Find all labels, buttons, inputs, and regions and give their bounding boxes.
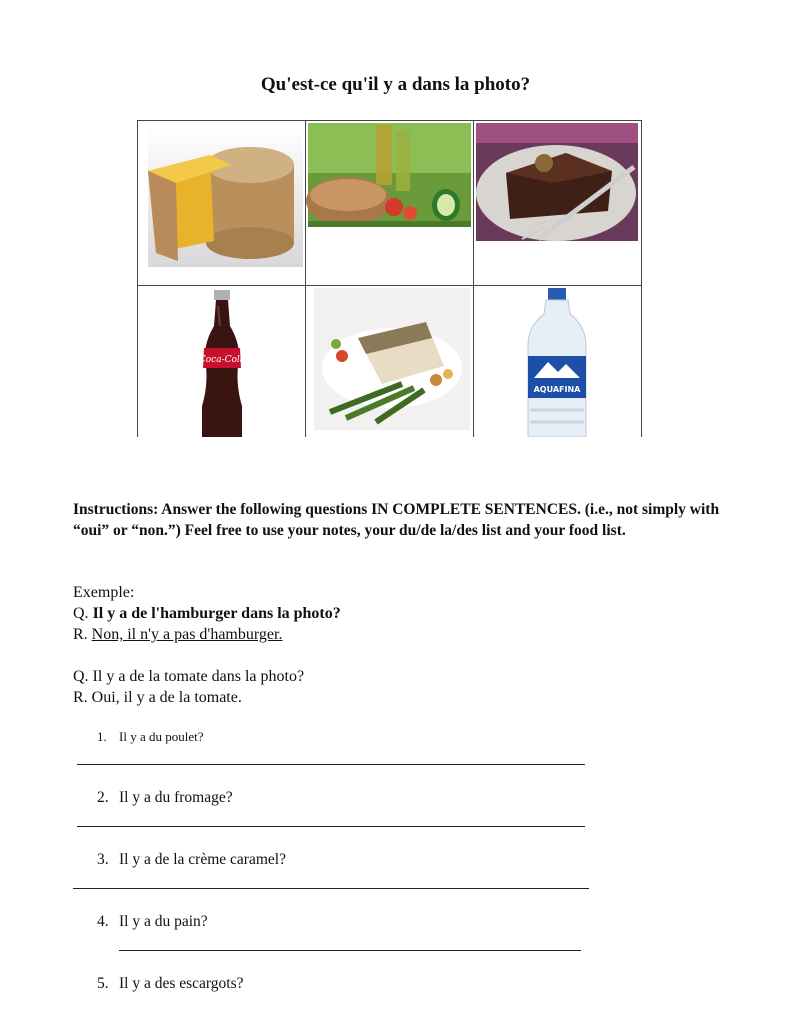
question-text: Il y a de la crème caramel? [119, 851, 286, 868]
example-q2: Q. Il y a de la tomate dans la photo? [73, 668, 305, 685]
question-text: Il y a du poulet? [119, 729, 204, 744]
question-5 [97, 975, 244, 993]
example-q1-text: Il y a de l'hamburger dans la photo? [92, 605, 341, 622]
photo-cell-water [474, 286, 642, 438]
question-1 [97, 729, 203, 745]
photo-cell-bread [306, 121, 474, 286]
example-heading: Exemple: [73, 584, 135, 601]
water-bottle-photo [474, 286, 641, 437]
question-3 [97, 851, 286, 869]
question-number: 2. [97, 789, 109, 806]
question-number: 3. [97, 851, 109, 868]
example-q1-prefix: Q. [73, 605, 89, 622]
question-text: Il y a du pain? [119, 913, 208, 930]
question-number: 4. [97, 913, 109, 930]
example-r2: R. Oui, il y a de la tomate. [73, 689, 242, 706]
question-number: 1. [97, 729, 107, 744]
answer-line-2[interactable] [77, 826, 585, 827]
example-r1 [73, 624, 282, 645]
instructions: Instructions: Answer the following questions IN COMPLETE SENTENCES. (i.e., not simply with “oui” or “non.”) Feel free to use your notes, your du/de la/des list and your food list. [73, 501, 720, 539]
question-number: 5. [97, 975, 109, 992]
aquafina-label: AQUAFINA [533, 385, 581, 394]
question-2 [97, 789, 233, 807]
example-q1 [73, 603, 341, 624]
bread-oil-photo [306, 121, 473, 285]
question-4 [97, 913, 208, 931]
page-title: Qu'est-ce qu'il y a dans la photo? [260, 74, 531, 95]
photo-cell-coca-cola [138, 286, 306, 438]
example-r1-prefix: R. [73, 626, 88, 643]
photo-grid [137, 120, 642, 437]
question-text: Il y a du fromage? [119, 789, 233, 806]
example-r1-text: Non, il n'y a pas d'hamburger. [91, 626, 283, 643]
chocolate-cake-photo [474, 121, 641, 285]
answer-line-3[interactable] [73, 888, 589, 889]
cheese-photo [138, 121, 305, 285]
answer-line-4[interactable] [119, 950, 581, 951]
fish-dish-photo [306, 286, 473, 437]
photo-cell-cheese [138, 121, 306, 286]
coca-cola-photo [138, 286, 305, 437]
photo-cell-cake [474, 121, 642, 286]
coca-cola-label: Coca-Cola [198, 355, 246, 365]
question-text: Il y a des escargots? [119, 975, 244, 992]
photo-cell-fish [306, 286, 474, 438]
answer-line-1[interactable] [77, 764, 585, 765]
